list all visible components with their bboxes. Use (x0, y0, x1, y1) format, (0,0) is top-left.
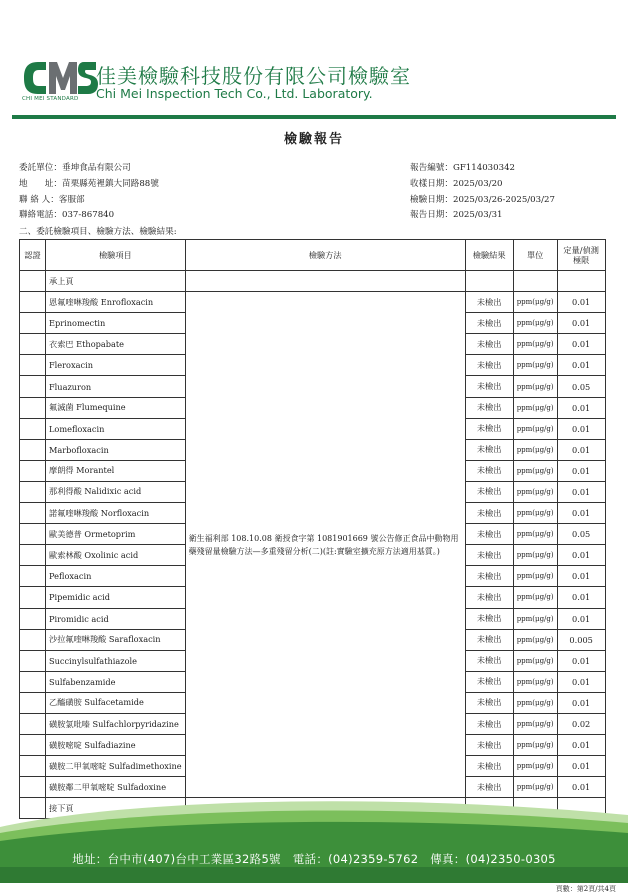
header-method: 檢驗方法 (185, 240, 465, 271)
unit: ppm(μg/g) (513, 608, 557, 629)
table-row-continued (20, 271, 606, 292)
loq-value: 0.01 (557, 397, 605, 418)
test-result: 未檢出 (465, 545, 513, 566)
cert-cell (20, 481, 46, 502)
header-rule (12, 115, 616, 119)
cert-cell (20, 271, 46, 292)
unit: ppm(μg/g) (513, 439, 557, 460)
test-item: Fluazuron (46, 376, 186, 397)
test-result: 未檢出 (465, 397, 513, 418)
cert-cell (20, 292, 46, 313)
loq-value: 0.01 (557, 292, 605, 313)
section-heading: 二、委託檢驗項目、檢驗方法、檢驗結果: (19, 227, 177, 237)
unit: ppm(μg/g) (513, 756, 557, 777)
test-item: Pefloxacin (46, 566, 186, 587)
loq-value: 0.01 (557, 608, 605, 629)
test-item: 歐索林酸 Oxolinic acid (46, 545, 186, 566)
test-item: 磺胺二甲氧嘧啶 Sulfadimethoxine (46, 756, 186, 777)
test-item: 氟滅菌 Flumequine (46, 397, 186, 418)
test-item: 諾氟喹啉羧酸 Norfloxacin (46, 503, 186, 524)
cert-cell (20, 566, 46, 587)
test-result: 未檢出 (465, 735, 513, 756)
test-item: 磺胺鄰二甲氧嘧啶 Sulfadoxine (46, 777, 186, 798)
table-header-row (20, 240, 606, 271)
loq-value: 0.01 (557, 587, 605, 608)
unit: ppm(μg/g) (513, 713, 557, 734)
cert-cell (20, 735, 46, 756)
loq-value: 0.01 (557, 777, 605, 798)
meta-label: 聯絡電話： (19, 210, 62, 220)
test-item: 那利得酸 Nalidixic acid (46, 481, 186, 502)
company-logo (22, 56, 98, 100)
footer-band (0, 797, 628, 883)
test-item: Pipemidic acid (46, 587, 186, 608)
loq-value: 0.01 (557, 671, 605, 692)
test-item: Succinylsulfathiazole (46, 650, 186, 671)
test-item: Marbofloxacin (46, 439, 186, 460)
test-item: Sulfabenzamide (46, 671, 186, 692)
company-name-chinese: 佳美檢驗科技股份有限公司檢驗室 (96, 64, 411, 88)
test-result: 未檢出 (465, 418, 513, 439)
next-page-label: 接下頁 (46, 798, 186, 819)
unit: ppm(μg/g) (513, 671, 557, 692)
report-title: 檢驗報告 (283, 132, 344, 147)
unit: ppm(μg/g) (513, 587, 557, 608)
meta-label: 地 址： (19, 179, 62, 189)
empty-cell (557, 271, 605, 292)
logo-subtitle: CHI MEI STANDARD (22, 96, 79, 102)
cert-cell (20, 671, 46, 692)
meta-client (19, 162, 131, 174)
test-result: 未檢出 (465, 439, 513, 460)
meta-value: 2025/03/26-2025/03/27 (452, 195, 555, 205)
cert-cell (20, 376, 46, 397)
test-result: 未檢出 (465, 629, 513, 650)
meta-received-date (410, 178, 503, 190)
test-item: Fleroxacin (46, 355, 186, 376)
cert-cell (20, 756, 46, 777)
test-result: 未檢出 (465, 292, 513, 313)
unit: ppm(μg/g) (513, 735, 557, 756)
cert-cell (20, 692, 46, 713)
meta-phone (19, 209, 114, 221)
empty-cell (465, 271, 513, 292)
header-item: 檢驗項目 (46, 240, 186, 271)
unit: ppm(μg/g) (513, 692, 557, 713)
test-item: 磺胺嘧啶 Sulfadiazine (46, 735, 186, 756)
footer-address: 地址：台中市(407)台中工業區32路5號 (72, 852, 281, 866)
continued-label: 承上頁 (46, 271, 186, 292)
unit: ppm(μg/g) (513, 777, 557, 798)
cert-cell (20, 713, 46, 734)
test-result: 未檢出 (465, 376, 513, 397)
loq-value: 0.01 (557, 313, 605, 334)
meta-label: 委託單位： (19, 163, 62, 173)
loq-value: 0.01 (557, 735, 605, 756)
cert-cell (20, 650, 46, 671)
meta-value: GF114030342 (452, 163, 516, 173)
loq-value: 0.01 (557, 439, 605, 460)
results-table (19, 239, 606, 819)
test-item: 磺胺氯吡嗪 Sulfachlorpyridazine (46, 713, 186, 734)
unit: ppm(μg/g) (513, 397, 557, 418)
loq-value: 0.05 (557, 376, 605, 397)
method-cell: 衛生福利部 108.10.08 衛授食字第 1081901669 號公告修正食品中動物用藥殘留量檢驗方法—多重殘留分析(二)(註:實驗室擴充原方法適用基質。) (185, 292, 465, 798)
cert-cell (20, 355, 46, 376)
test-result: 未檢出 (465, 756, 513, 777)
footer-fax: 傳真：(04)2350-0305 (430, 852, 556, 866)
loq-value: 0.01 (557, 692, 605, 713)
table-row (20, 292, 606, 313)
test-result: 未檢出 (465, 608, 513, 629)
test-result: 未檢出 (465, 524, 513, 545)
unit: ppm(μg/g) (513, 650, 557, 671)
cert-cell (20, 545, 46, 566)
meta-report-number (410, 162, 515, 174)
meta-report-date (410, 209, 503, 221)
loq-value: 0.01 (557, 355, 605, 376)
meta-label: 檢驗日期： (410, 195, 453, 205)
test-result: 未檢出 (465, 692, 513, 713)
unit: ppm(μg/g) (513, 629, 557, 650)
unit: ppm(μg/g) (513, 376, 557, 397)
footer-contact (0, 851, 628, 867)
meta-value: 2025/03/31 (452, 210, 503, 220)
loq-value: 0.005 (557, 629, 605, 650)
footer-phone: 電話：(04)2359-5762 (292, 852, 419, 866)
test-result: 未檢出 (465, 671, 513, 692)
cert-cell (20, 629, 46, 650)
test-result: 未檢出 (465, 481, 513, 502)
unit: ppm(μg/g) (513, 503, 557, 524)
unit: ppm(μg/g) (513, 545, 557, 566)
loq-value: 0.01 (557, 334, 605, 355)
meta-contact (19, 194, 85, 206)
unit: ppm(μg/g) (513, 566, 557, 587)
loq-value: 0.01 (557, 756, 605, 777)
loq-value: 0.05 (557, 524, 605, 545)
meta-label: 報告日期： (410, 210, 453, 220)
meta-value: 苗栗縣苑裡鎮大同路88號 (61, 179, 159, 189)
unit: ppm(μg/g) (513, 355, 557, 376)
test-item: Piromidic acid (46, 608, 186, 629)
test-item: Eprinomectin (46, 313, 186, 334)
table-body (20, 271, 606, 819)
cert-cell (20, 587, 46, 608)
unit: ppm(μg/g) (513, 292, 557, 313)
unit: ppm(μg/g) (513, 524, 557, 545)
test-result: 未檢出 (465, 503, 513, 524)
test-item: Lomefloxacin (46, 418, 186, 439)
cert-cell (20, 608, 46, 629)
loq-value: 0.01 (557, 460, 605, 481)
loq-value: 0.01 (557, 566, 605, 587)
test-result: 未檢出 (465, 355, 513, 376)
unit: ppm(μg/g) (513, 313, 557, 334)
test-item: 歐美德普 Ormetoprim (46, 524, 186, 545)
meta-test-date (410, 194, 555, 206)
cert-cell (20, 460, 46, 481)
cert-cell (20, 397, 46, 418)
company-name-english: Chi Mei Inspection Tech Co., Ltd. Laboratory. (96, 86, 373, 101)
unit: ppm(μg/g) (513, 460, 557, 481)
test-item: 衣索巴 Ethopabate (46, 334, 186, 355)
cert-cell (20, 334, 46, 355)
meta-value: 2025/03/20 (452, 179, 503, 189)
cert-cell (20, 524, 46, 545)
method-cell-empty (185, 271, 465, 292)
test-result: 未檢出 (465, 777, 513, 798)
unit: ppm(μg/g) (513, 418, 557, 439)
loq-value: 0.01 (557, 418, 605, 439)
cert-cell (20, 313, 46, 334)
meta-label: 報告編號： (410, 163, 453, 173)
unit: ppm(μg/g) (513, 481, 557, 502)
meta-label: 聯 絡 人： (19, 195, 59, 205)
meta-value: 客服部 (58, 195, 85, 205)
loq-value: 0.02 (557, 713, 605, 734)
header-unit: 單位 (513, 240, 557, 271)
meta-address (19, 178, 159, 190)
empty-cell (513, 271, 557, 292)
loq-value: 0.01 (557, 503, 605, 524)
test-result: 未檢出 (465, 566, 513, 587)
test-result: 未檢出 (465, 650, 513, 671)
header-result: 檢驗結果 (465, 240, 513, 271)
test-item: 乙醯磺胺 Sulfacetamide (46, 692, 186, 713)
loq-value: 0.01 (557, 481, 605, 502)
test-result: 未檢出 (465, 713, 513, 734)
unit: ppm(μg/g) (513, 334, 557, 355)
meta-label: 收樣日期： (410, 179, 453, 189)
test-result: 未檢出 (465, 460, 513, 481)
cert-cell (20, 439, 46, 460)
page-number: 頁數：第2頁/共4頁 (555, 885, 616, 893)
test-result: 未檢出 (465, 313, 513, 334)
cert-cell (20, 418, 46, 439)
test-result: 未檢出 (465, 587, 513, 608)
test-item: 沙拉氟喹啉羧酸 Sarafloxacin (46, 629, 186, 650)
test-item: 摩朗得 Morantel (46, 460, 186, 481)
test-item: 恩氟喹啉羧酸 Enrofloxacin (46, 292, 186, 313)
header-cert: 認證 (20, 240, 46, 271)
header-loq: 定量/偵測極限 (557, 240, 605, 271)
loq-value: 0.01 (557, 545, 605, 566)
loq-value: 0.01 (557, 650, 605, 671)
test-result: 未檢出 (465, 334, 513, 355)
meta-value: 037-867840 (61, 210, 115, 220)
meta-value: 垂坤食品有限公司 (61, 163, 131, 173)
cert-cell (20, 777, 46, 798)
cert-cell (20, 503, 46, 524)
